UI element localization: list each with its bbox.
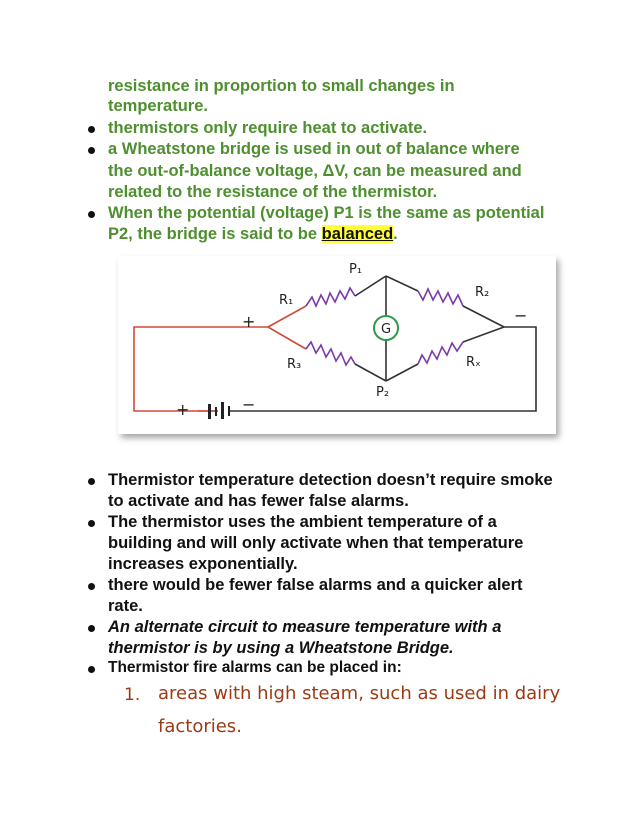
text-line: resistance in proportion to small changes in <box>108 77 455 95</box>
bullet-dot <box>88 211 95 218</box>
red-wire <box>268 327 306 349</box>
bullet-dot <box>88 126 95 133</box>
label-plus-battery: + <box>176 400 190 419</box>
label-minus-battery: − <box>242 395 256 414</box>
label-minus-bridge: − <box>514 306 528 325</box>
bullet-dot <box>88 666 95 673</box>
text-line <box>108 224 398 244</box>
label-r1: R₁ <box>279 293 294 308</box>
text-line: When the potential (voltage) P1 is the same as potential <box>108 204 545 222</box>
label-p1: P₁ <box>349 262 363 277</box>
text-line: thermistor is by using a Wheatstone Bridge. <box>108 639 454 657</box>
bullet-dot <box>88 147 95 154</box>
text-line: building and will only activate when that temperature <box>108 534 524 552</box>
bullet-dot <box>88 520 95 527</box>
black-wire <box>386 276 418 291</box>
resistor-r1 <box>306 288 355 306</box>
text-line: increases exponentially. <box>108 555 298 573</box>
list-item-text: areas with high steam, such as used in dairy <box>158 683 561 704</box>
label-plus-bridge: + <box>242 312 256 331</box>
text-line: thermistors only require heat to activate. <box>108 119 428 137</box>
black-wire <box>463 327 504 342</box>
black-wire <box>355 364 386 381</box>
label-r3: R₃ <box>287 357 302 372</box>
text-fragment: P2, the bridge is said to be <box>108 225 322 243</box>
red-wire <box>268 306 306 327</box>
highlighted-word: balanced <box>321 225 394 243</box>
black-wire <box>463 306 504 327</box>
label-p2: P₂ <box>376 385 390 400</box>
list-item-text: factories. <box>158 716 242 737</box>
text-line: related to the resistance of the thermistor. <box>108 183 438 201</box>
text-line: The thermistor uses the ambient temperature of a <box>108 513 497 531</box>
text-line: the out-of-balance voltage, ΔV, can be measured and <box>108 162 522 180</box>
bullet-dot <box>88 478 95 485</box>
black-wire <box>386 364 418 381</box>
resistor-r3 <box>306 342 355 365</box>
text-line: Thermistor fire alarms can be placed in: <box>108 659 402 676</box>
text-line: Thermistor temperature detection doesn’t require smoke <box>108 471 553 489</box>
bullet-dot <box>88 625 95 632</box>
list-number: 1. <box>124 685 141 705</box>
black-wire <box>355 276 386 296</box>
bullet-dot <box>88 583 95 590</box>
label-r2: R₂ <box>475 285 490 300</box>
resistor-r2 <box>418 289 463 306</box>
label-rx: Rₓ <box>466 355 481 370</box>
text-line: rate. <box>108 597 143 615</box>
text-line: there would be fewer false alarms and a quicker alert <box>108 576 523 594</box>
text-fragment: . <box>393 225 398 243</box>
text-line: temperature. <box>108 97 208 115</box>
text-line: An alternate circuit to measure temperature with a <box>108 618 502 636</box>
wheatstone-bridge-diagram <box>118 256 556 434</box>
label-g: G <box>380 322 392 337</box>
text-line: a Wheatstone bridge is used in out of balance where <box>108 140 520 158</box>
text-line: to activate and has fewer false alarms. <box>108 492 409 510</box>
resistor-rx <box>418 342 463 364</box>
